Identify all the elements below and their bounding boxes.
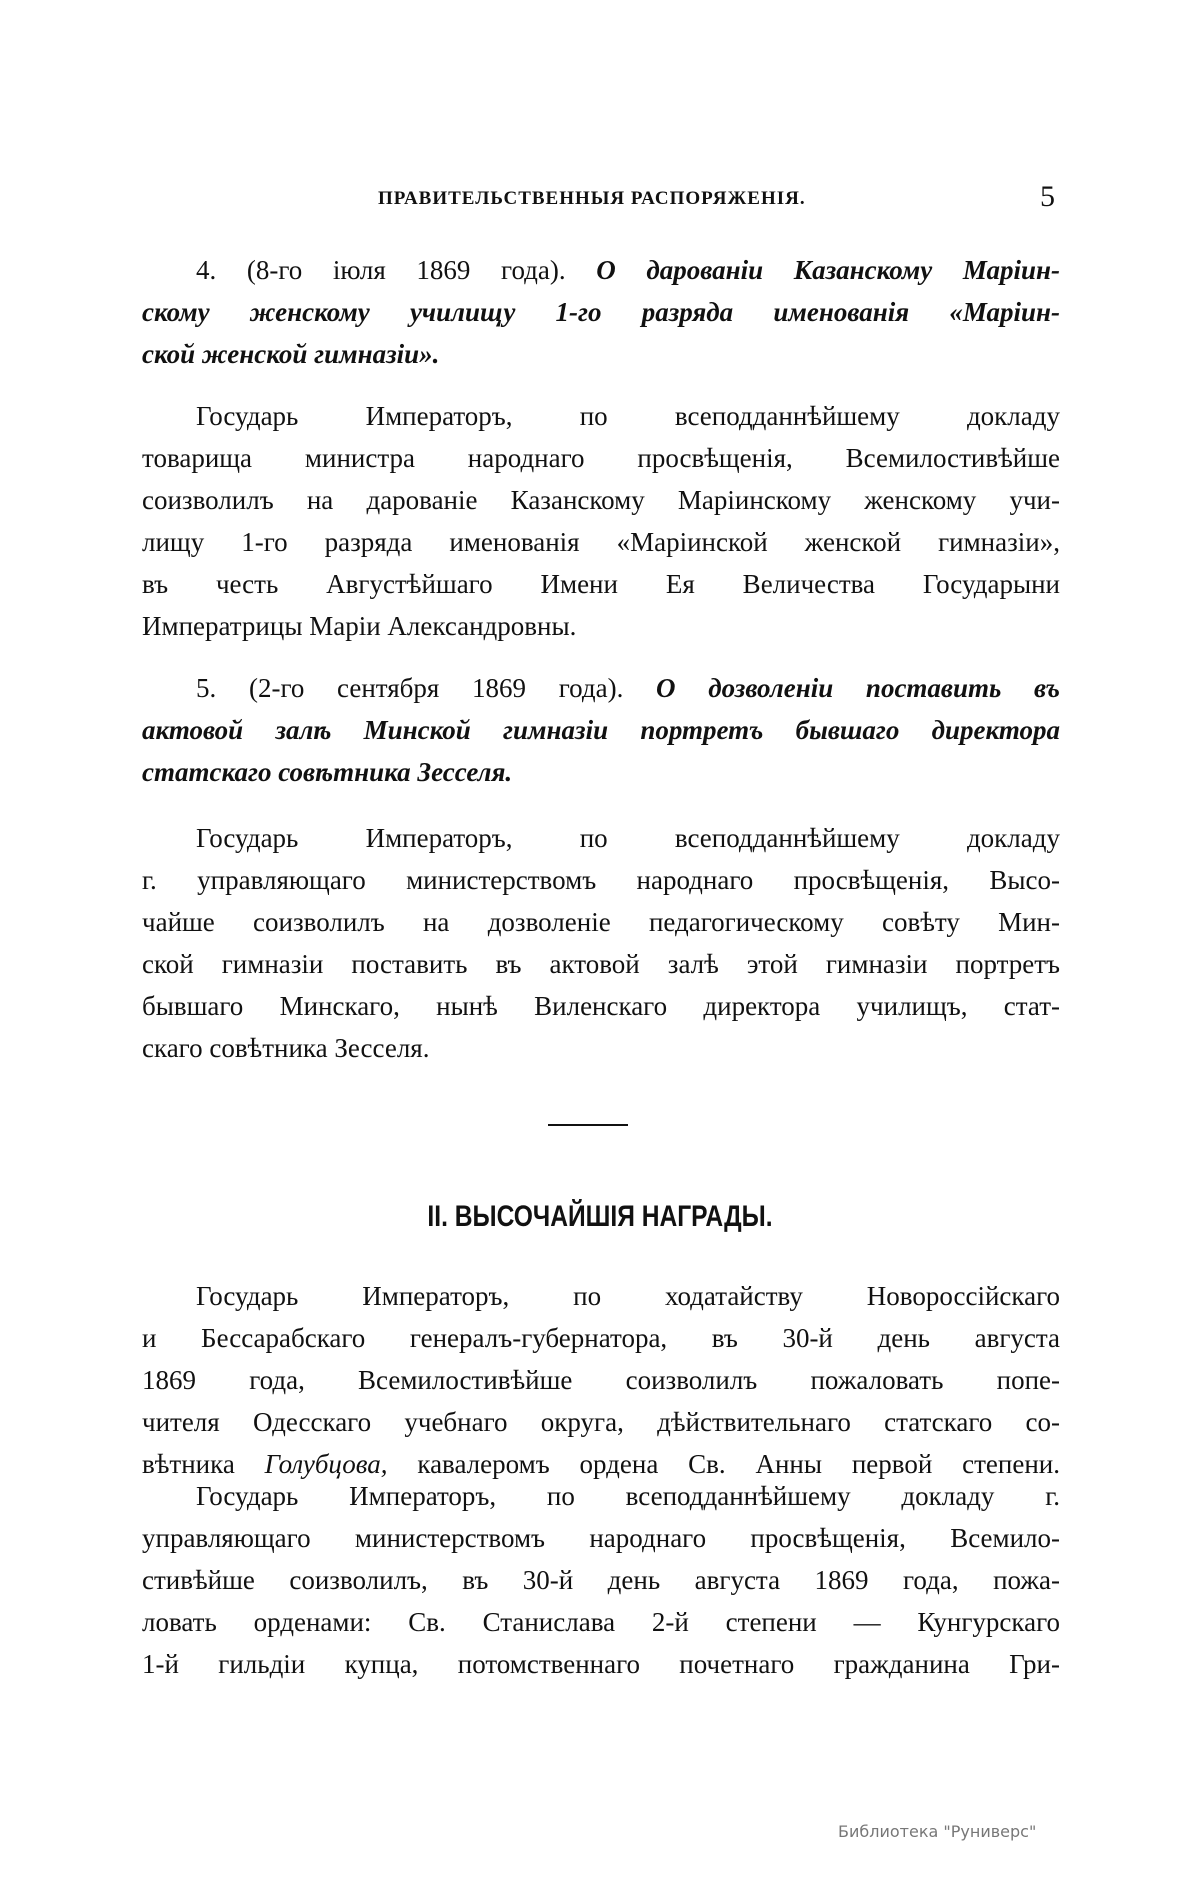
section-divider <box>548 1124 628 1126</box>
paragraph-2 <box>142 817 1060 1069</box>
item-subject: О дарованіи Казанскому Маріин- <box>596 255 1060 285</box>
section-heading: II. ВЫСОЧАЙШІЯ НАГРАДЫ. <box>427 1200 773 1233</box>
text-line: ской гимназіи поставить въ актовой залѣ этой гимназіи портретъ <box>142 949 1060 979</box>
person-name: Голубцова, <box>264 1449 388 1479</box>
text-line: Императрицы Маріи Александровны. <box>142 611 577 641</box>
text-line: г. управляющаго министерствомъ народнаго просвѣщенія, Высо- <box>142 865 1060 895</box>
text-line: въ честь Августѣйшаго Имени Ея Величества Государыни <box>142 569 1060 599</box>
text-line: чителя Одесскаго учебнаго округа, дѣйствительнаго статскаго со- <box>142 1407 1060 1437</box>
text-line: 1-й гильдіи купца, потомственнаго почетнаго гражданина Гри- <box>142 1649 1060 1679</box>
text-line: и Бессарабскаго генералъ-губернатора, въ 30-й день августа <box>142 1323 1060 1353</box>
text-line: Государь Императоръ, по ходатайству Новороссійскаго <box>196 1281 1060 1311</box>
text-line: скаго совѣтника Зесселя. <box>142 1033 430 1063</box>
text-span: вѣтника <box>142 1449 265 1479</box>
text-line: чайше соизволилъ на дозволеніе педагогическому совѣту Мин- <box>142 907 1060 937</box>
running-header: ПРАВИТЕЛЬСТВЕННЫЯ РАСПОРЯЖЕНІЯ. <box>378 188 806 209</box>
page-number: 5 <box>1040 180 1055 213</box>
item-subject: О дозволеніи поставить въ <box>656 673 1060 703</box>
paragraph-3 <box>142 1275 1060 1485</box>
text-line: лищу 1-го разряда именованія «Маріинской женской гимназіи», <box>142 527 1060 557</box>
text-line: статскаго совѣтника Зесселя. <box>142 757 513 787</box>
text-line: 1869 года, Всемилостивѣйше соизволилъ пожаловать попе- <box>142 1365 1060 1395</box>
text-line: управляющаго министерствомъ народнаго просвѣщенія, Всемило- <box>142 1523 1060 1553</box>
text-line: актовой залѣ Минской гимназіи портретъ бывшаго директора <box>142 715 1060 745</box>
text-line: ловать орденами: Св. Станислава 2-й степени — Кунгурскаго <box>142 1607 1060 1637</box>
library-watermark: Библиотека "Руниверс" <box>838 1822 1037 1841</box>
item-4-title <box>142 249 1060 375</box>
text-span: кавалеромъ ордена Св. Анны первой степени. <box>387 1449 1060 1479</box>
text-line <box>142 249 1060 291</box>
item-date: 5. (2-го сентября 1869 года). <box>196 673 657 703</box>
text-line: Государь Императоръ, по всеподданнѣйшему докладу г. <box>196 1481 1060 1511</box>
paragraph-4 <box>142 1475 1060 1685</box>
text-line: бывшаго Минскаго, нынѣ Виленскаго директора училищъ, стат- <box>142 991 1060 1021</box>
item-date: 4. (8-го іюля 1869 года). <box>196 255 597 285</box>
text-line <box>142 667 1060 709</box>
paragraph-1 <box>142 395 1060 647</box>
item-5-title <box>142 667 1060 793</box>
text-line: Государь Императоръ, по всеподданнѣйшему докладу <box>196 823 1060 853</box>
text-line: ской женской гимназіи». <box>142 339 440 369</box>
text-line: соизволилъ на дарованіе Казанскому Маріинскому женскому учи- <box>142 485 1060 515</box>
text-line: товарища министра народнаго просвѣщенія, Всемилостивѣйше <box>142 443 1060 473</box>
text-line: скому женскому училищу 1-го разряда именованія «Маріин- <box>142 297 1060 327</box>
text-line: стивѣйше соизволилъ, въ 30-й день августа 1869 года, пожа- <box>142 1565 1060 1595</box>
text-line: Государь Императоръ, по всеподданнѣйшему докладу <box>196 401 1060 431</box>
